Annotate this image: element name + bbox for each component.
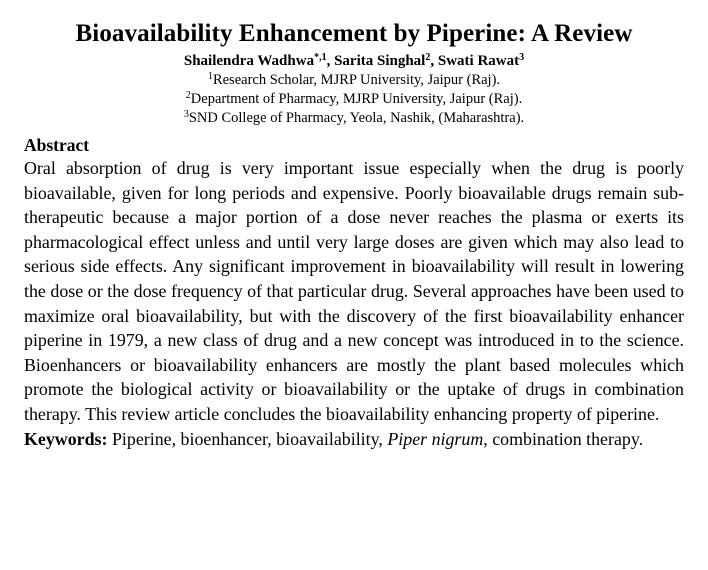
author-affiliation-marker: 2 (425, 52, 431, 63)
keyword-separator: , (267, 428, 277, 449)
affiliation-text: Department of Pharmacy, MJRP University, Jaipur (Raj). (190, 91, 523, 107)
author-name: Sarita Singhal (334, 53, 426, 69)
author (184, 53, 334, 69)
keyword-text: Piperine (111, 428, 172, 449)
affiliation-line (24, 71, 684, 90)
author (438, 53, 524, 69)
affiliation-marker: 2 (185, 90, 191, 101)
paper-header (24, 18, 684, 128)
keyword-text: combination therapy (492, 428, 639, 449)
author-affiliation-marker: *,1 (314, 52, 327, 63)
author-name: Shailendra Wadhwa (183, 53, 315, 69)
abstract-heading: Abstract (24, 135, 90, 155)
keyword-separator: . (638, 428, 644, 449)
author-name: Swati Rawat (437, 53, 520, 69)
keyword-separator: , (483, 428, 493, 449)
affiliation-text: SND College of Pharmacy, Yeola, Nashik, (Maharashtra). (188, 110, 525, 126)
keywords-label: Keywords: (24, 428, 108, 449)
affiliation-line (24, 109, 684, 128)
keyword-separator: , (378, 428, 388, 449)
affiliation-marker: 1 (207, 71, 213, 82)
keyword (181, 429, 277, 449)
paper-title: Bioavailability Enhancement by Piperine: A Review (75, 20, 633, 47)
keyword-text: bioenhancer (180, 428, 268, 449)
abstract-body: Oral absorption of drug is very important issue especially when the drug is poorly bioavailable, given for long periods and expensive. Poorly bioavailable drugs remain sub-therapeutic because a major portion of a dose never reaches the plasma or exerts its pharmacological effect unless and until very large doses are given which may also lead to serious side effects. Any significant improvement in bioavailability will result in lowering the dose or the dose frequency of that particular drug. Several approaches have been used to maximize oral bioavailability, but with the discovery of the first bioavailability enhancer piperine in 1979, a new class of drug and a new concept was introduced in to the science. Bioenhancers or bioavailability enhancers are mostly the plant based molecules which promote the biological activity or bioavailability or the uptake of drugs in combination therapy. This review article concludes the bioavailability enhancing property of piperine. (24, 158, 684, 424)
keyword (276, 429, 387, 449)
keywords-paragraph (24, 427, 684, 452)
keyword-text: bioavailability (276, 428, 379, 449)
keyword-separator: , (171, 428, 181, 449)
keyword-text-italic: Piper nigrum (387, 428, 484, 449)
author-separator: , (430, 53, 438, 69)
author-affiliation-marker: 3 (519, 52, 525, 63)
keyword (112, 429, 181, 449)
keyword (387, 429, 492, 449)
author-separator: , (326, 53, 335, 69)
keyword (492, 429, 643, 449)
author (334, 53, 438, 69)
author-list (24, 51, 684, 71)
affiliation-line (24, 90, 684, 109)
affiliation-marker: 3 (183, 109, 189, 120)
affiliation-text: Research Scholar, MJRP University, Jaipur (Raj). (212, 72, 501, 88)
